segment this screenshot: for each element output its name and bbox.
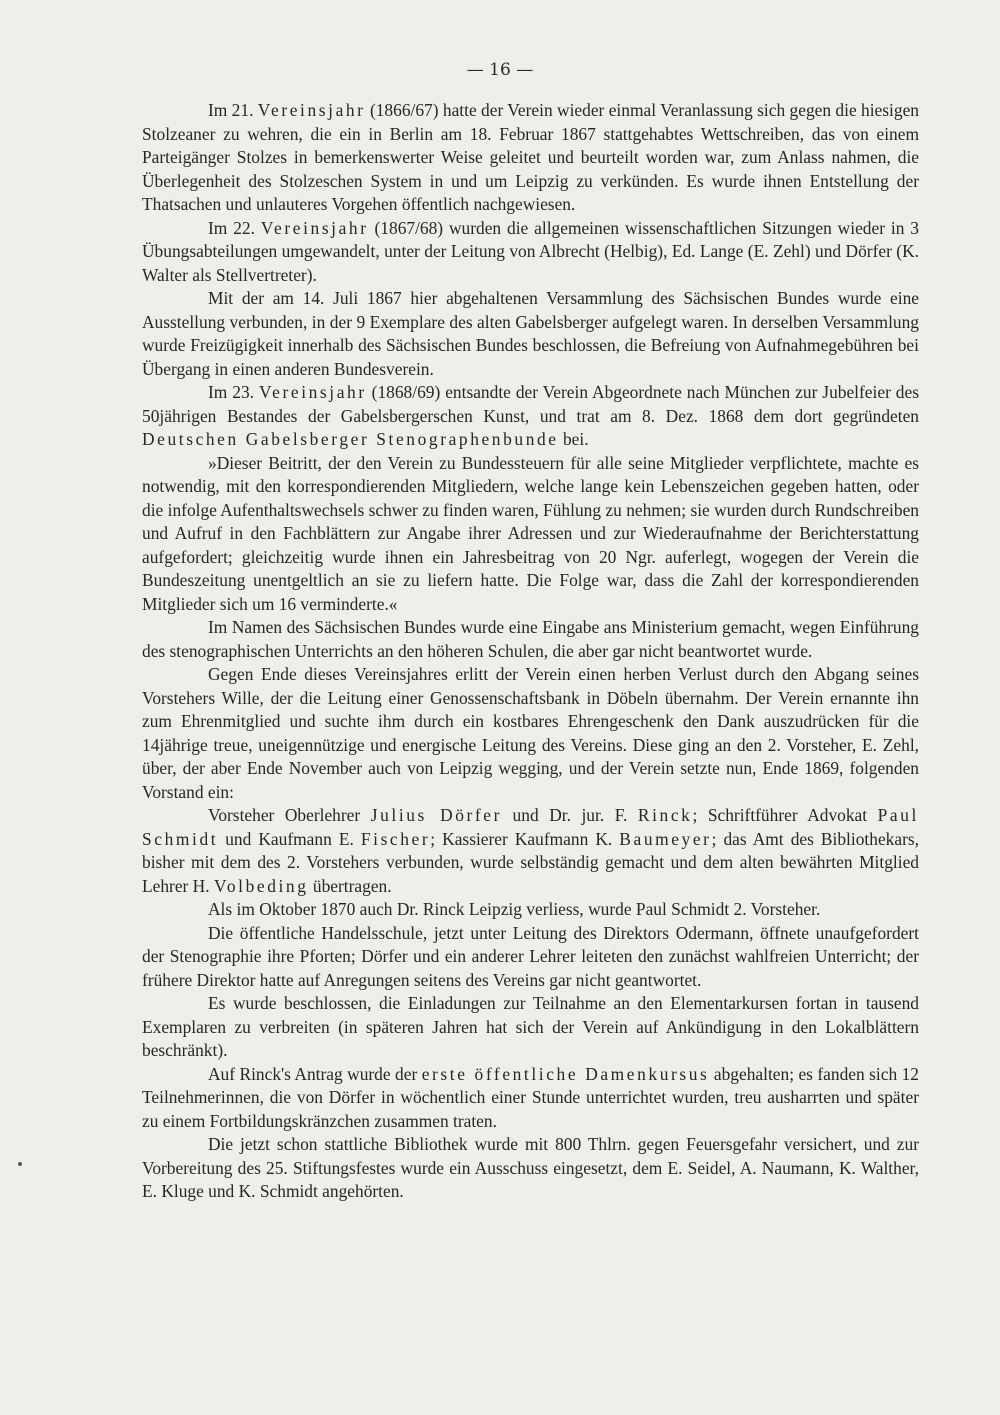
emphasized-text: Vereinsjahr	[257, 100, 366, 120]
paragraph	[142, 1063, 919, 1134]
emphasized-text: Vereinsjahr	[258, 382, 367, 402]
paragraph	[142, 898, 919, 922]
body-text	[142, 99, 919, 1204]
text-run: und Kaufmann E.	[218, 828, 361, 849]
paragraph	[142, 1133, 919, 1204]
text-run: Die öffentliche Handelsschule, jetzt unter Leitung des Direktors Odermann, öffnete unaufgefordert der Stenographie ihre Pforten; Dörfer und ein anderer Lehrer leiteten den zunächst wahlfreien Unterricht; der frühere Direktor hatte auf Anregungen seitens des Vereins gar nicht geantwortet.	[142, 922, 919, 990]
paragraph	[142, 922, 919, 993]
text-run: (1866/67) hatte der Verein wieder einmal Veranlassung sich gegen die hiesigen Stolzeaner zu wehren, die ein in Berlin am 18. Februar 1867 stattgehabtes Wettschreiben, das von einem Parteigänger Stolzes in bemerkenswerter Weise geleitet und beurteilt worden war, zum Anlass nahmen, die Überlegenheit des Stolzeschen System in und um Leipzig zu verkünden. Es wurde ihnen Entstellung der Thatsachen und unlauteres Vorgehen öffentlich nachgewiesen.	[142, 100, 919, 214]
text-run: Im Namen des Sächsischen Bundes wurde eine Eingabe ans Ministerium gemacht, wegen Einführung des stenographischen Unterrichts an den höheren Schulen, die aber gar nicht beantwortet wurde.	[142, 617, 919, 661]
text-run: abgehalten; es fanden sich 12 Teilnehmerinnen, die von Dörfer in wöchentlich einer Stunde unterrichtet wurden, treu ausharrten und später zu einem Fortbildungskränzchen zusammen traten.	[142, 1063, 919, 1131]
page-number: — 16 —	[466, 60, 534, 80]
text-run: bei.	[558, 429, 589, 449]
scan-speck	[18, 1162, 22, 1166]
emphasized-text: Vereinsjahr	[260, 217, 369, 238]
emphasized-text: Julius Dörfer	[370, 805, 503, 825]
paragraph	[142, 616, 919, 663]
paragraph	[142, 992, 919, 1063]
text-run: Auf Rinck's Antrag wurde der	[208, 1063, 422, 1084]
text-run: ; Schriftführer Advokat	[692, 805, 878, 825]
text-run: Mit der am 14. Juli 1867 hier abgehaltenen Versammlung des Sächsischen Bundes wurde eine Ausstellung verbunden, in der 9 Exemplare des alten Gabelsberger aufgelegt waren. In derselben Versammlung wurde Freizügigkeit innerhalb des Sächsischen Bundes beschlossen, die Befreiung von Aufnahmegebühren bei Übergang in einen anderen Bundesverein.	[142, 288, 919, 379]
paragraph	[142, 452, 919, 617]
paragraph	[142, 99, 919, 217]
text-run: Es wurde beschlossen, die Einladungen zur Teilnahme an den Elementarkursen fortan in tausend Exemplaren zu verbreiten (in späteren Jahren hat sich der Verein auf Ankündigung in den Lokalblättern beschränkt).	[142, 993, 919, 1060]
text-run: Im 21.	[208, 100, 258, 120]
text-run: Im 22.	[208, 217, 261, 238]
paragraph	[142, 217, 919, 288]
text-run: (1868/69) entsandte der Verein Abgeordnete nach München zur Jubelfeier des 50jährigen Bestandes der Gabelsbergerschen Kunst, und trat am 8. Dez. 1868 dem dort gegründeten	[142, 382, 919, 426]
paragraph	[142, 663, 919, 804]
text-run: (1867/68) wurden die allgemeinen wissenschaftlichen Sitzungen wieder in 3 Übungsabteilungen umgewandelt, unter der Leitung von Albrecht (Helbig), Ed. Lange (E. Zehl) und Dörfer (K. Walter als Stellvertreter).	[142, 217, 919, 285]
emphasized-text: Fischer	[360, 828, 431, 849]
text-run: Gegen Ende dieses Vereinsjahres erlitt der Verein einen herben Verlust durch den Abgang seines Vorstehers Wille, der die Leitung einer Genossenschaftsbank in Döbeln übernahm. Der Verein ernannte ihn zum Ehrenmitglied und suchte ihm durch ein kostbares Ehrengeschenk den Dank auszudrücken für die 14jährige treue, uneigennützige und energische Leitung des Vereins. Diese ging an den 2. Vorsteher, E. Zehl, über, der aber Ende November auch von Leipzig wegging, und der Verein setzte nun, Ende 1869, folgenden Vorstand ein:	[142, 664, 919, 802]
text-run: Die jetzt schon stattliche Bibliothek wurde mit 800 Thlrn. gegen Feuersgefahr versichert, und zur Vorbereitung des 25. Stiftungsfestes wurde ein Ausschuss eingesetzt, dem E. Seidel, A. Naumann, K. Walther, E. Kluge und K. Schmidt angehörten.	[142, 1134, 919, 1201]
text-run: übertragen.	[308, 875, 392, 896]
paragraph	[142, 287, 919, 381]
text-run: ; das Amt des Bibliothekars, bisher mit dem des 2. Vorstehers verbunden, wurde selbständig gemacht und dem alten bewährten Mitglied Lehrer H.	[142, 828, 919, 896]
emphasized-text: erste öffentliche Damenkursus	[421, 1063, 710, 1084]
emphasized-text: Deutschen Gabelsberger Stenographenbunde	[142, 429, 559, 449]
text-run: ; Kassierer Kaufmann K.	[430, 828, 620, 849]
text-run: Im 23.	[208, 382, 259, 402]
emphasized-text: Volbeding	[213, 875, 309, 896]
paragraph	[142, 381, 919, 452]
emphasized-text: Baumeyer	[619, 828, 712, 849]
text-run: »Dieser Beitritt, der den Verein zu Bundessteuern für alle seine Mitglieder verpflichtete, machte es notwendig, mit den korrespondierenden Mitgliedern, welche lange kein Lebenszeichen gegeben hatten, oder die infolge Aufenthaltswechsels schwer zu finden waren, Fühlung zu nehmen; sie wurden durch Rundschreiben und Aufruf in den Fachblättern zur Angabe ihrer Adressen und zur Wiederaufnahme der Berichterstattung aufgefordert; gleichzeitig wurde ihnen ein Jahresbeitrag von 20 Ngr. auferlegt, wogegen der Verein die Bundeszeitung unentgeltlich an sie zu liefern hatte. Die Folge war, dass die Zahl der korrespondierenden Mitglieder sich um 16 verminderte.«	[142, 452, 919, 614]
text-run: und Dr. jur. F.	[502, 805, 638, 825]
paragraph	[142, 804, 919, 898]
text-run: Als im Oktober 1870 auch Dr. Rinck Leipzig verliess, wurde Paul Schmidt 2. Vorsteher.	[208, 899, 821, 919]
emphasized-text: Paul Schmidt	[142, 805, 919, 849]
emphasized-text: Rinck	[637, 805, 693, 825]
text-run: Vorsteher Oberlehrer	[208, 805, 371, 825]
